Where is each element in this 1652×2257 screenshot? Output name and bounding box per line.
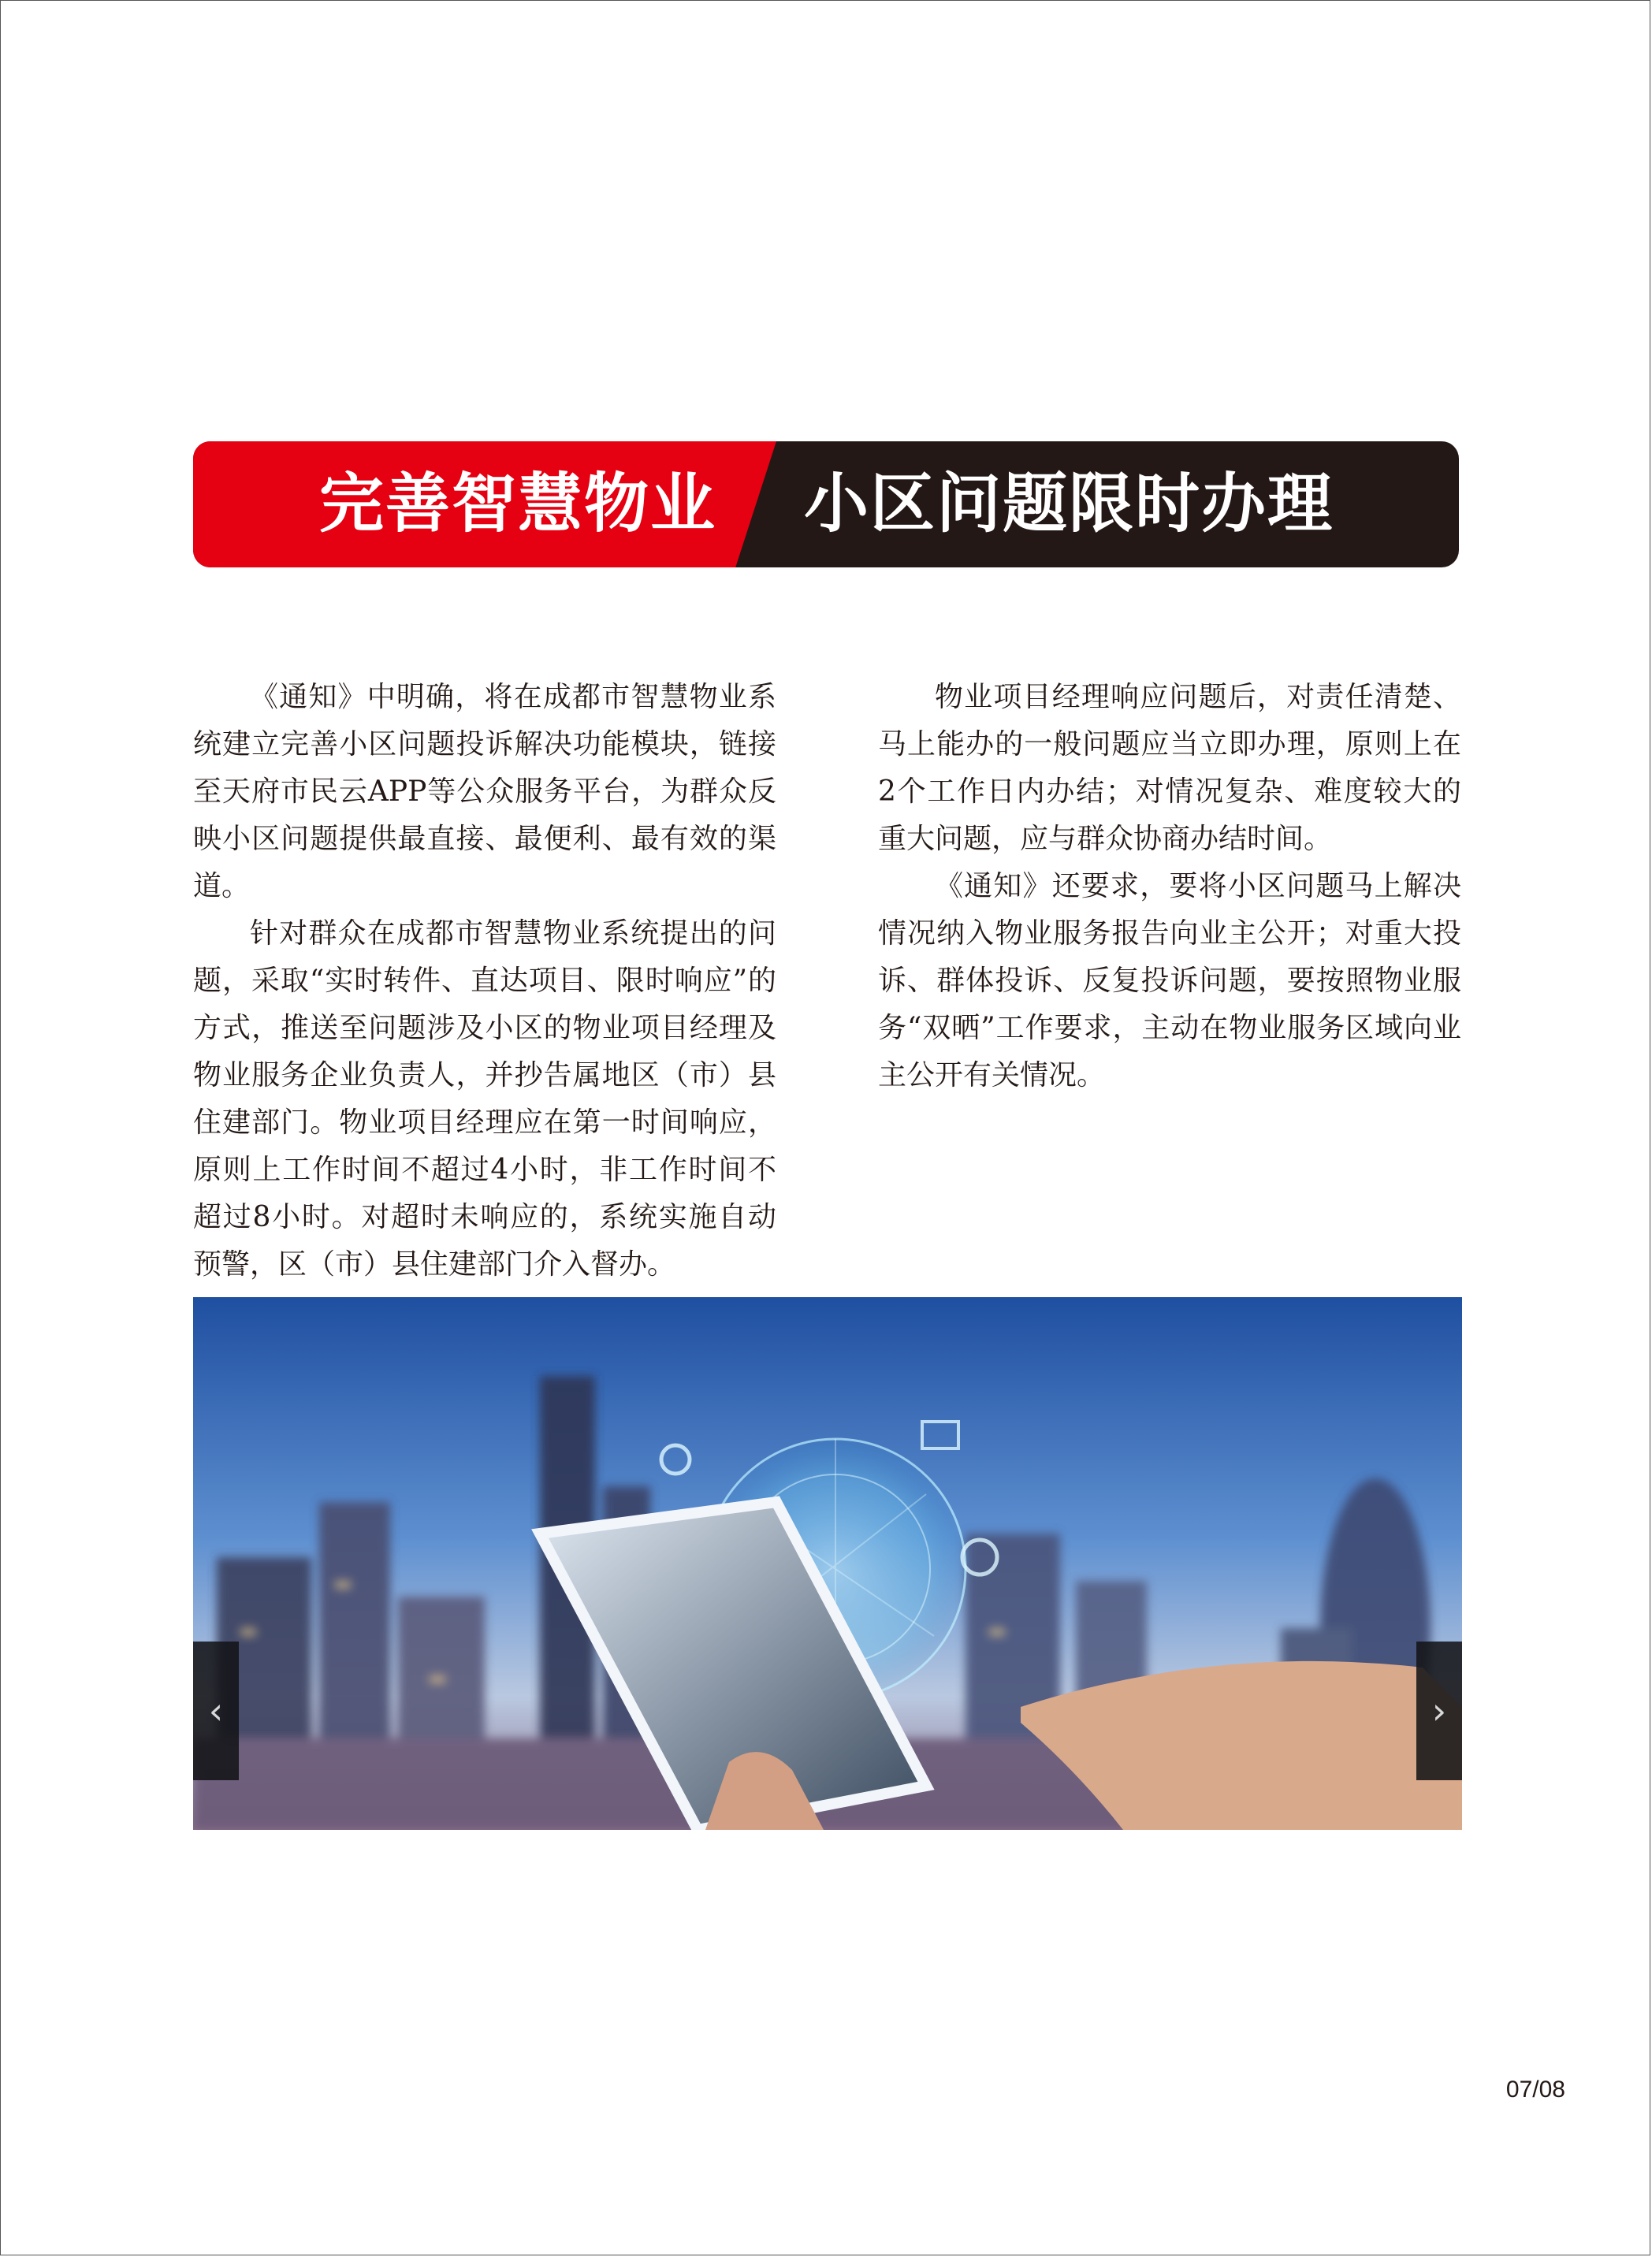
text-column-right (878, 674, 1461, 1099)
title-banner (193, 441, 1459, 567)
chevron-right-icon: › (1431, 1690, 1447, 1732)
chevron-left-icon: ‹ (208, 1690, 224, 1732)
page-number: 07/08 (1505, 2077, 1565, 2103)
banner-title-right: 小区问题限时办理 (804, 467, 1334, 541)
paragraph: 《通知》还要求，要将小区问题马上解决情况纳入物业服务报告向业主公开；对重大投诉、群体投诉、反复投诉问题，要按照物业服务“双晒”工作要求，主动在物业服务区域向业主公开有关情况。 (878, 870, 1461, 1091)
text-column-left (193, 674, 776, 1288)
smart-city-photo (193, 1297, 1462, 1830)
paragraph: 针对群众在成都市智慧物业系统提出的问题，采取“实时转件、直达项目、限时响应”的方式，推送至问题涉及小区的物业项目经理及物业服务企业负责人，并抄告属地区（市）县住建部门。物业项目经理应在第一时间响应，原则上工作时间不超过4小时，非工作时间不超过8小时。对超时未响应的，系统实施自动预警，区（市）县住建部门介入督办。 (193, 917, 776, 1281)
carousel-prev-button[interactable] (193, 1642, 239, 1780)
paragraph: 《通知》中明确，将在成都市智慧物业系统建立完善小区问题投诉解决功能模块，链接至天府市民云APP等公众服务平台，为群众反映小区问题提供最直接、最便利、最有效的渠道。 (193, 681, 776, 902)
paragraph: 物业项目经理响应问题后，对责任清楚、马上能办的一般问题应当立即办理，原则上在2个工作日内办结；对情况复杂、难度较大的重大问题，应与群众协商办结时间。 (878, 681, 1461, 855)
carousel-next-button[interactable] (1416, 1642, 1462, 1780)
banner-title-left: 完善智慧物业 (319, 467, 717, 541)
